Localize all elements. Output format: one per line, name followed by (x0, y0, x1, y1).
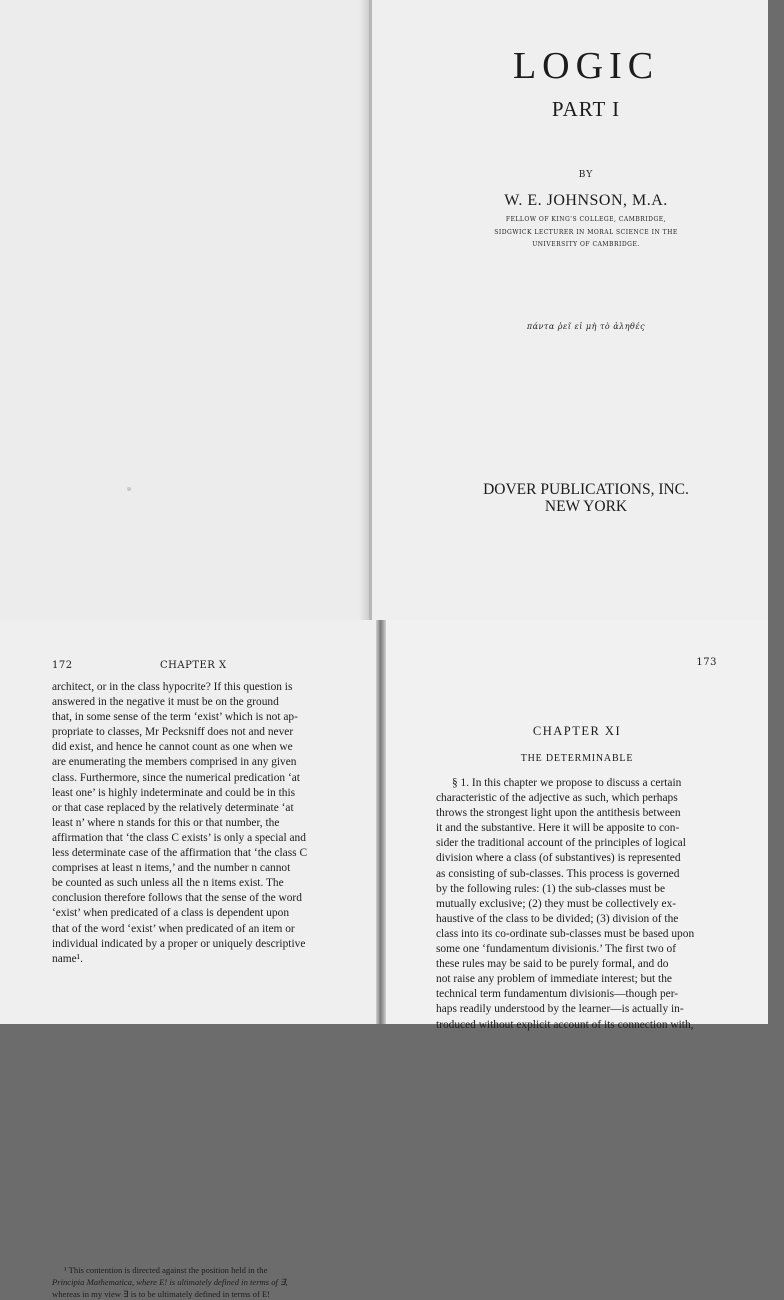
footnote-line: Principia Mathematica, where E! is ultimately defined in terms of ∃, (52, 1277, 288, 1287)
text-line: characteristic of the adjective as such, which perhaps (436, 792, 678, 805)
author-name: W. E. JOHNSON, M.A. (504, 192, 668, 209)
text-line: are enumerating the members comprised in any given (52, 756, 297, 769)
text-line: by the following rules: (1) the sub-classes must be (436, 882, 666, 895)
publisher-name: DOVER PUBLICATIONS, INC. (483, 481, 689, 498)
text-line: that of the word ‘exist’ when predicated of an item or (52, 922, 295, 935)
text-line: division where a class (of substantives) is represented (436, 852, 681, 865)
chapter-subtitle: THE DETERMINABLE (520, 753, 634, 764)
footnote-line: ¹ This contention is directed against the position held in the (64, 1265, 268, 1275)
page-173 (386, 620, 768, 1031)
text-line: technical term fundamentum divisionis—though per- (436, 988, 679, 1001)
text-line: haps readily understood by the learner—is actually in- (436, 1003, 684, 1016)
page-172 (0, 620, 376, 1299)
by-label: BY (578, 170, 594, 180)
book-part: PART I (551, 97, 621, 121)
author-credential: FELLOW OF KING'S COLLEGE, CAMBRIDGE, (505, 216, 667, 223)
body-text (52, 680, 335, 967)
text-line: sider the traditional account of the principles of logical (436, 837, 686, 850)
publisher-imprint (372, 481, 784, 515)
text-line: troduced without explicit account of its connection with, (436, 1018, 694, 1031)
text-line: propriate to classes, Mr Pecksniff does not and never (52, 726, 294, 739)
text-line: as consisting of sub-classes. This process is governed (436, 867, 680, 880)
text-line: be counted as such unless all the n items exist. The (52, 877, 284, 890)
page-number: 173 (696, 657, 717, 668)
text-line: did exist, and hence he cannot count as one when we (52, 741, 293, 754)
text-line: or that case replaced by the relatively determinate ‘at (52, 801, 294, 814)
text-line: conclusion therefore follows that the sense of the word (52, 892, 302, 905)
text-line: § 1. In this chapter we propose to discuss a certain (452, 777, 682, 789)
footnote-line: whereas in my view ∃ is to be ultimately defined in terms of E! (52, 1289, 271, 1299)
text-line: it and the substantive. Here it will be apposite to con- (436, 822, 680, 835)
text-line: name¹. (52, 952, 83, 965)
text-line: throws the strongest light upon the antithesis between (436, 807, 681, 820)
chapter-heading: CHAPTER XI (532, 724, 622, 738)
author-credential: SIDGWICK LECTURER IN MORAL SCIENCE IN THE (494, 229, 678, 236)
text-line: least one’ is highly indeterminate and could be in this (52, 786, 296, 799)
footnote (52, 1264, 335, 1300)
greek-epigraph: πάντα ῥεῖ εἰ μὴ τὸ ἀληθές (526, 322, 646, 331)
text-line: some one ‘fundamentum divisionis.’ The first two of (436, 943, 677, 956)
text-line: architect, or in the class hypocrite? If this question is (52, 681, 293, 693)
text-line: least n’ where n stands for this or that number, the (52, 816, 280, 829)
title-page (369, 0, 768, 620)
text-line: these rules may be said to be purely formal, and do (436, 958, 669, 971)
book-title: LOGIC (512, 45, 660, 87)
page-number: 172 (52, 660, 73, 671)
author-credential: UNIVERSITY OF CAMBRIDGE. (532, 241, 640, 248)
text-line: affirmation that ‘the class C exists’ is only a special and (52, 831, 306, 844)
blank-left-page (0, 0, 369, 620)
text-line: comprises at least n items,’ and the number n cannot (52, 862, 291, 875)
text-line: mutually exclusive; (2) they must be collectively ex- (436, 897, 677, 910)
text-line: less determinate case of the affirmation that ‘the class C (52, 847, 308, 860)
paper-speck (127, 487, 131, 491)
text-line: class into its co-ordinate sub-classes must be based upon (436, 927, 695, 940)
book-gutter (376, 620, 386, 1024)
text-line: ‘exist’ when predicated of a class is dependent upon (52, 907, 290, 920)
publisher-city: NEW YORK (544, 498, 628, 515)
text-line: not raise any problem of immediate interest; but the (436, 973, 672, 986)
text-line: answered in the negative it must be on the ground (52, 696, 279, 709)
running-head: CHAPTER X (160, 660, 227, 671)
text-line: haustive of the class to be divided; (3) division of the (436, 912, 679, 925)
text-line: that, in some sense of the term ‘exist’ which is not ap- (52, 711, 298, 724)
text-line: class. Furthermore, since the numerical predication ‘at (52, 771, 300, 784)
text-line: individual indicated by a proper or uniquely descriptive (52, 937, 306, 950)
body-text (436, 776, 730, 1033)
